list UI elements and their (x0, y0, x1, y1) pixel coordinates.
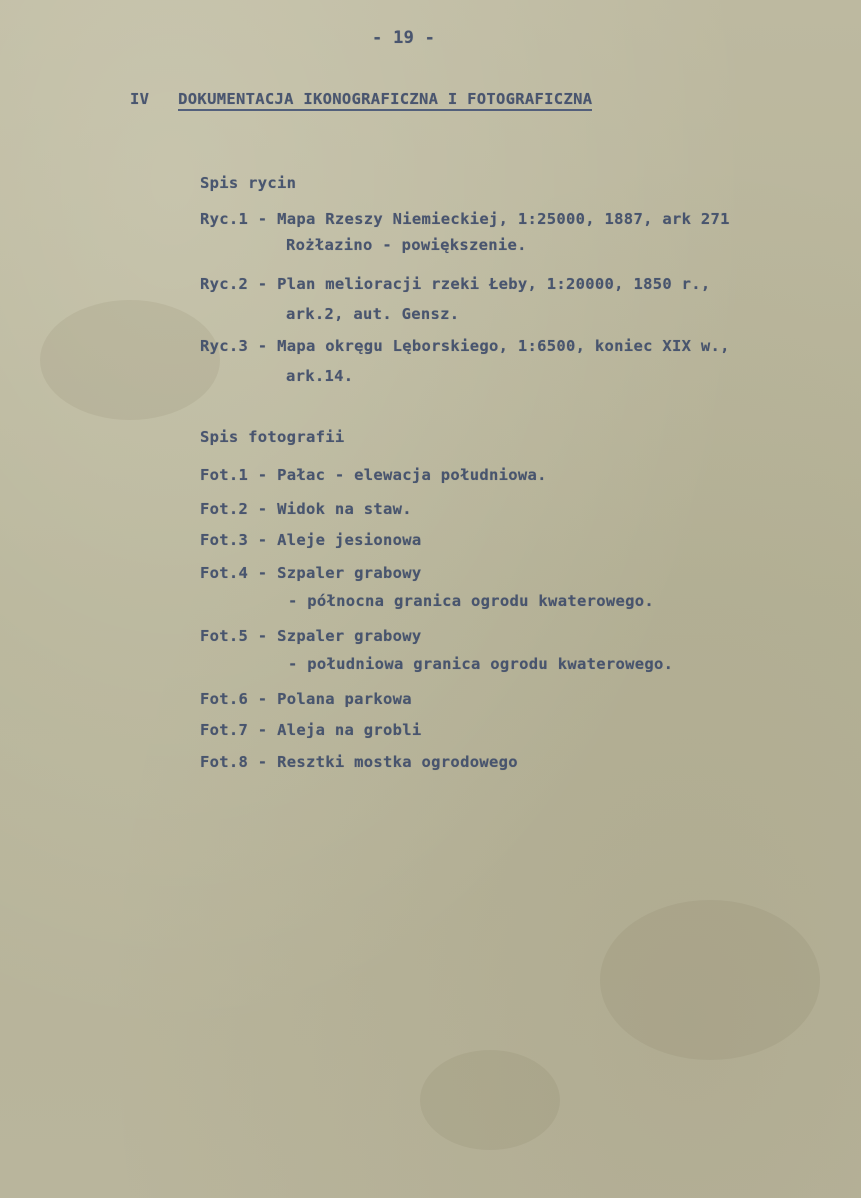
photo-caption: Szpaler grabowy (277, 627, 422, 645)
section-heading (130, 90, 592, 111)
paper-stain (40, 300, 220, 420)
figure-label: Ryc.1 - (200, 210, 278, 228)
photo-caption-continued: - południowa granica ogrodu kwaterowego. (288, 655, 674, 673)
photo-entry (200, 500, 412, 518)
photo-entry (200, 627, 422, 645)
photo-entry (200, 466, 547, 484)
photo-label: Fot.2 - (200, 500, 278, 518)
figure-caption: Plan melioracji rzeki Łeby, 1:20000, 1850 r., (277, 275, 711, 293)
photo-entry (200, 690, 412, 708)
photo-entry (200, 753, 518, 771)
figures-list-title: Spis rycin (200, 174, 297, 192)
figure-caption-continued: Rożłazino - powiększenie. (286, 236, 527, 254)
figure-entry (200, 337, 730, 355)
figure-label: Ryc.3 - (200, 337, 278, 355)
photo-caption: Szpaler grabowy (277, 564, 422, 582)
photo-caption: Widok na staw. (277, 500, 412, 518)
photo-label: Fot.5 - (200, 627, 278, 645)
photo-caption: Aleja na grobli (277, 721, 422, 739)
photo-label: Fot.8 - (200, 753, 278, 771)
section-numeral: IV (130, 90, 150, 108)
photo-entry (200, 564, 422, 582)
photo-caption: Polana parkowa (277, 690, 412, 708)
figure-caption: Mapa Rzeszy Niemieckiej, 1:25000, 1887, ark 271 (277, 210, 730, 228)
paper-stain (600, 900, 820, 1060)
photo-label: Fot.6 - (200, 690, 278, 708)
page-number: - 19 - (372, 28, 436, 48)
photo-caption-continued: - północna granica ogrodu kwaterowego. (288, 592, 655, 610)
photo-entry (200, 531, 422, 549)
photo-caption: Aleje jesionowa (277, 531, 422, 549)
figure-label: Ryc.2 - (200, 275, 278, 293)
photo-caption: Resztki mostka ogrodowego (277, 753, 518, 771)
photo-caption: Pałac - elewacja południowa. (277, 466, 547, 484)
figure-entry (200, 210, 730, 228)
figure-entry (200, 275, 711, 293)
paper-stain (420, 1050, 560, 1150)
section-title: DOKUMENTACJA IKONOGRAFICZNA I FOTOGRAFICZNA (178, 90, 592, 111)
figure-caption-continued: ark.2, aut. Gensz. (286, 305, 460, 323)
photo-entry (200, 721, 422, 739)
photo-label: Fot.7 - (200, 721, 278, 739)
figure-caption: Mapa okręgu Lęborskiego, 1:6500, koniec XIX w., (277, 337, 730, 355)
figure-caption-continued: ark.14. (286, 367, 354, 385)
photos-list-title: Spis fotografii (200, 428, 345, 446)
photo-label: Fot.1 - (200, 466, 278, 484)
photo-label: Fot.3 - (200, 531, 278, 549)
photo-label: Fot.4 - (200, 564, 278, 582)
